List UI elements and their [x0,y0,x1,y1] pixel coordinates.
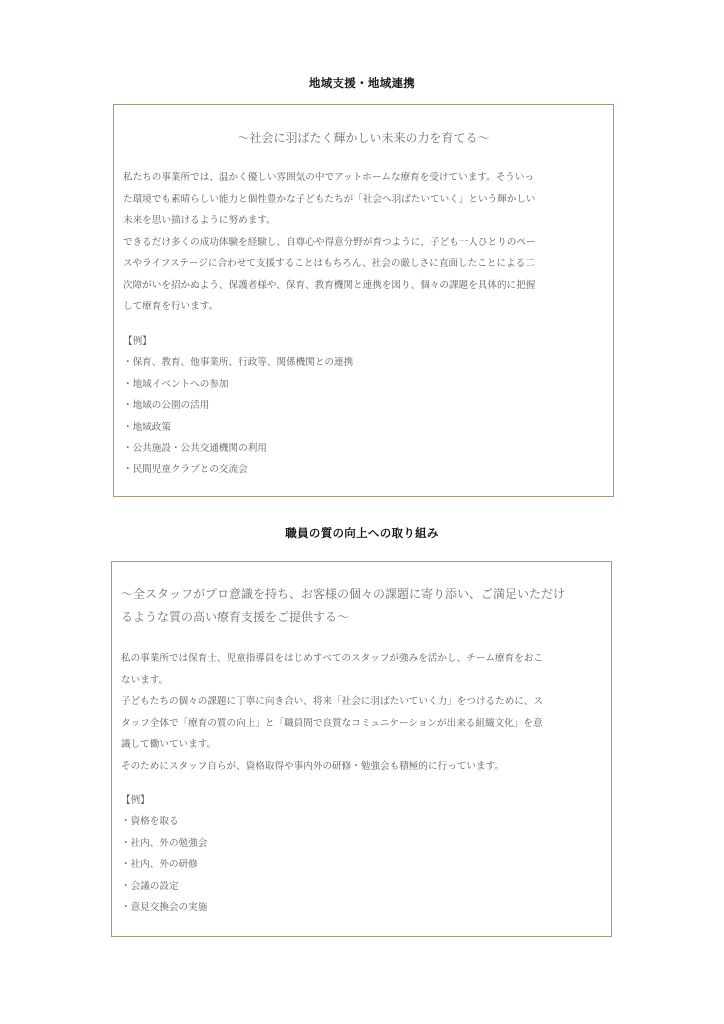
paragraph-line: 未来を思い描けるように努めます。 [123,215,276,226]
list-item: ・地域イベントへの参加 [123,378,229,390]
examples-list [121,811,601,918]
list-item: ・会議の設定 [121,880,179,892]
paragraph-line: 私の事業所では保育士、児童指導員をはじめすべてのスタッフが強みを活かし、チーム療育をおこ [121,653,543,664]
paragraph-line: 子どもたちの個々の課題に丁寧に向き合い、将来「社会に羽ばたいていく力」をつけるために、ス [121,696,544,707]
section2-subtitle [121,583,611,629]
paragraph-line: スやライフステージに合わせて支援することはもちろん、社会の厳しさに直面したことによる二 [123,258,535,269]
section1-paragraph [123,167,613,318]
paragraph-line: 次障がいを招かぬよう、保護者様や、保育、教育機関と連携を図り、個々の課題を具体的に把握 [123,279,536,291]
paragraph-line: ないます。 [121,674,169,686]
section2-examples [121,790,601,918]
paragraph-line: 識して働いています。 [121,739,217,750]
section1-box [113,104,614,497]
paragraph-line: そのためにスタッフ自らが、資格取得や事内外の研修・勉強会も積極的に行っています。 [121,760,504,772]
subtitle-line: るような質の高い療育支援をご提供する～ [121,610,350,624]
list-item: ・社内、外の勉強会 [121,837,208,849]
list-item: ・地域政策 [123,421,171,433]
list-item: ・資格を取る [121,816,179,828]
list-item: ・民間児童クラブとの交流会 [123,464,248,476]
section2-box [111,561,612,937]
section1-examples [123,331,603,481]
subtitle-line: ～全スタッフがプロ意識を持ち、お客様の個々の課題に寄り添い、ご満足いただけ [121,587,566,601]
section1-heading: 地域支援・地域連携 [308,76,416,90]
section1-subtitle: ～社会に羽ばたく輝かしい未来の力を育てる～ [237,131,490,145]
examples-list [123,352,603,480]
section2-paragraph [121,648,611,777]
paragraph-line: タッフ全体で「療育の質の向上」と「職員間で良質なコミュニケーションが出来る組織文化」を意 [121,717,543,729]
paragraph-line: して療育を行います。 [123,301,219,312]
list-item: ・地域の公園の活用 [123,400,210,412]
list-item: ・保育、教育、他事業所、行政等、関係機関との連携 [123,357,354,369]
paragraph-line: た環境でも素晴らしい能力と個性豊かな子どもたちが「社会へ羽ばたいていく」という輝かしい [123,193,536,205]
section2-heading: 職員の質の向上への取り組み [285,526,439,540]
examples-label: 【例】 [123,336,152,347]
paragraph-line: 私たちの事業所では、温かく優しい雰囲気の中でアットホームな療育を受けています。そういっ [123,172,535,183]
paragraph-line: できるだけ多くの成功体験を経験し、自尊心や得意分野が育つように、子ども一人ひとりのペー [123,236,536,248]
list-item: ・公共施設・公共交通機関の利用 [123,443,267,455]
examples-label: 【例】 [121,795,150,806]
list-item: ・社内、外の研修 [121,859,198,871]
list-item: ・意見交換会の実施 [121,902,208,914]
